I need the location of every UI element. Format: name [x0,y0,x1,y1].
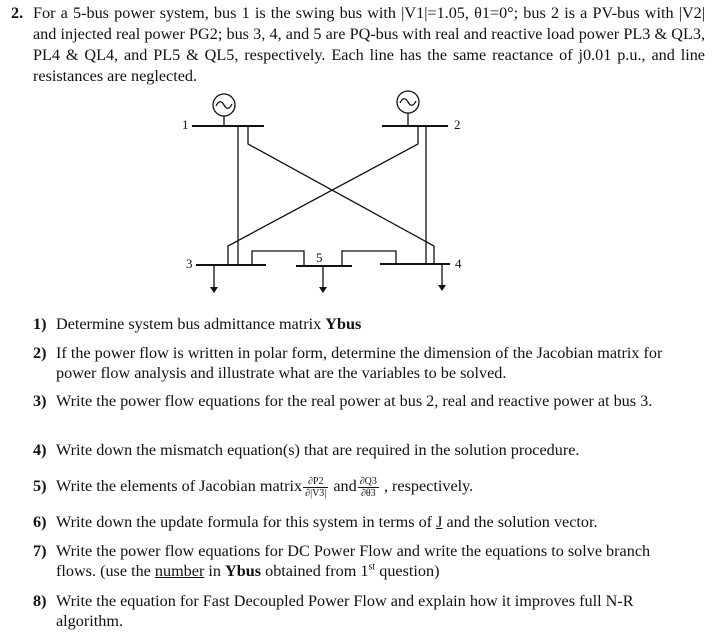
jacobian-symbol: J [436,513,443,531]
line-2-3 [228,126,418,265]
question-text: Write the power flow equations for DC Power Flow and write the equations to solve branch flows. (use the [56,542,651,580]
bus-2-label: 2 [454,117,461,132]
question-number: 4) [33,441,47,459]
and-text: and [333,477,357,496]
bus-5-label: 5 [316,250,323,265]
ybus-term: Ybus [325,315,362,333]
problem-text: For a 5-bus power system, bus 1 is the swing bus with |V1|=1.05, θ1=0°; bus 2 is a PV-bus with |V2| and injected real power PG2; bus 3, 4, and 5 are PQ-bus with real and reactive load power PL3 & QL3, PL4 & QL4, and PL5 & QL5, respectively. Each line has the same reactance of j0.01 p.u., and line resistances are neglected. [33,4,705,85]
question-text: If the power flow is written in polar form, determine the dimension of the Jacobian matrix for power flow analysis and illustrate what are the variables to be solved. [56,344,663,382]
number-word: number [154,562,205,580]
partial-q3-theta3: $\frac{\partial Q3}{\partial\theta 3}$ [359,476,377,499]
question-number: 7) [33,542,47,560]
bus-1-label: 1 [182,117,189,132]
question-number: 5) [33,477,47,495]
question-text: Write the elements of Jacobian matrix [56,477,303,496]
question-text: Write down the mismatch equation(s) that are required in the solution procedure. [56,441,580,459]
question-number: 3) [33,392,47,410]
line-1-4 [248,126,434,264]
bus-3-label: 3 [186,256,193,271]
load-3-arrow [210,287,218,293]
bus-4-label: 4 [455,256,462,271]
line-3-5 [252,251,304,266]
question-number: 6) [33,513,47,531]
partial-p2-v3: $\frac{\partial P2}{\partial|V3|}$ [305,476,327,499]
problem-number: 2. [11,4,24,22]
question-text: Write the power flow equations for the real power at bus 2, real and reactive power at bus 3. [56,392,653,410]
problem-statement [11,3,705,85]
question-number: 8) [33,592,47,610]
question-text: Determine system bus admittance matrix [56,315,326,333]
question-text: Write the equation for Fast Decoupled Power Flow and explain how it improves full N-R algorithm. [56,592,634,630]
ybus-term: Ybus [225,562,262,580]
load-4-arrow [438,285,446,291]
load-5-arrow [319,287,327,293]
respectively-text: , respectively. [383,477,474,496]
question-number: 1) [33,315,47,333]
five-bus-diagram [0,85,715,295]
question-number: 2) [33,344,47,362]
question-text-end: and the solution vector. [442,513,598,531]
question-text: Write down the update formula for this system in terms of [56,513,437,531]
